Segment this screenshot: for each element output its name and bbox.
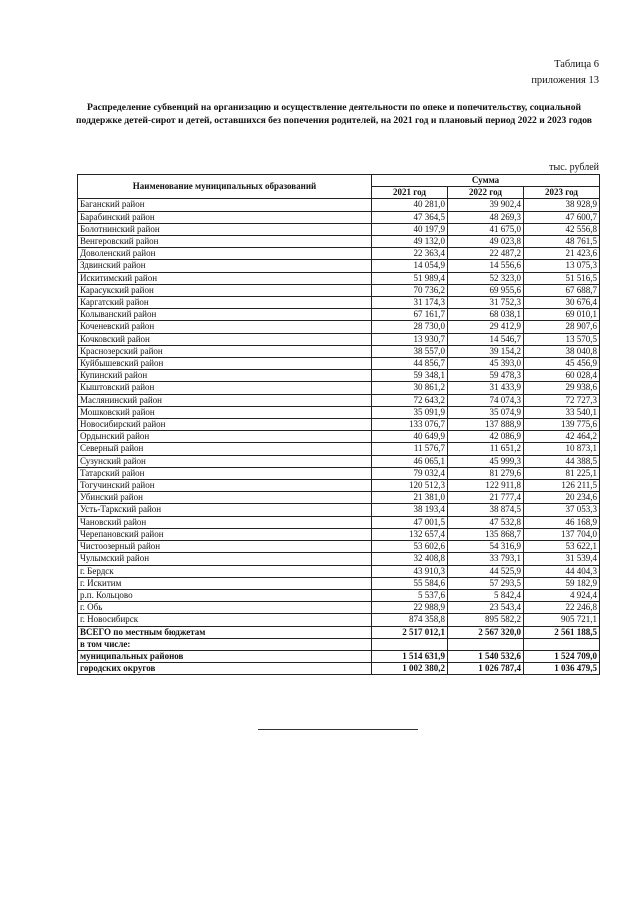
row-name-cell: Карасукский район — [78, 284, 372, 296]
row-value-2023: 1 036 479,5 — [524, 663, 600, 675]
row-value-2021: 13 930,7 — [372, 333, 448, 345]
row-value-2023: 69 010,1 — [524, 309, 600, 321]
row-value-2023: 905 721,1 — [524, 614, 600, 626]
row-name-cell: Купинский район — [78, 370, 372, 382]
row-value-2021: 55 584,6 — [372, 577, 448, 589]
row-value-2023: 20 234,6 — [524, 492, 600, 504]
row-name-cell: Барабинский район — [78, 211, 372, 223]
year-header-2021: 2021 год — [372, 187, 448, 199]
row-value-2021: 46 065,1 — [372, 455, 448, 467]
year-header-2022: 2022 год — [448, 187, 524, 199]
row-value-2022: 137 888,9 — [448, 419, 524, 431]
table-row — [78, 297, 600, 309]
row-value-2021: 40 197,9 — [372, 223, 448, 235]
table-row — [78, 260, 600, 272]
row-value-2022 — [448, 638, 524, 650]
row-value-2023: 46 168,9 — [524, 516, 600, 528]
table-row — [78, 272, 600, 284]
table-row — [78, 541, 600, 553]
row-name-cell: Ордынский район — [78, 431, 372, 443]
row-value-2022: 38 874,5 — [448, 504, 524, 516]
row-value-2022: 14 546,7 — [448, 333, 524, 345]
row-name-cell: г. Обь — [78, 602, 372, 614]
row-value-2021: 43 910,3 — [372, 565, 448, 577]
row-name-cell: Коченевский район — [78, 321, 372, 333]
row-value-2021: 874 358,8 — [372, 614, 448, 626]
row-value-2022: 59 478,3 — [448, 370, 524, 382]
row-value-2023: 48 761,5 — [524, 236, 600, 248]
row-value-2022: 21 777,4 — [448, 492, 524, 504]
table-row — [78, 504, 600, 516]
row-name-cell: Кыштовский район — [78, 382, 372, 394]
row-value-2022: 68 038,1 — [448, 309, 524, 321]
row-value-2022: 48 269,3 — [448, 211, 524, 223]
row-value-2021: 14 054,9 — [372, 260, 448, 272]
row-value-2021: 22 363,4 — [372, 248, 448, 260]
table-row — [78, 480, 600, 492]
table-row — [78, 565, 600, 577]
row-name-cell: Болотнинский район — [78, 223, 372, 235]
row-name-cell: Доволенский район — [78, 248, 372, 260]
row-value-2023: 126 211,5 — [524, 480, 600, 492]
row-value-2023: 42 464,2 — [524, 431, 600, 443]
row-value-2023: 37 053,3 — [524, 504, 600, 516]
row-value-2021: 47 364,5 — [372, 211, 448, 223]
row-value-2022: 47 532,8 — [448, 516, 524, 528]
row-value-2021: 133 076,7 — [372, 419, 448, 431]
row-name-cell: в том числе: — [78, 638, 372, 650]
table-row — [78, 492, 600, 504]
row-value-2023: 31 539,4 — [524, 553, 600, 565]
row-value-2021: 22 988,9 — [372, 602, 448, 614]
table-row — [78, 284, 600, 296]
row-value-2021: 21 381,0 — [372, 492, 448, 504]
row-value-2022: 5 842,4 — [448, 589, 524, 601]
row-value-2023: 137 704,0 — [524, 528, 600, 540]
row-value-2022: 45 393,0 — [448, 358, 524, 370]
row-value-2022: 69 955,6 — [448, 284, 524, 296]
table-row — [78, 333, 600, 345]
row-value-2021: 49 132,0 — [372, 236, 448, 248]
row-name-cell: р.п. Кольцово — [78, 589, 372, 601]
table-label: Таблица 6 — [554, 59, 599, 70]
table-row — [78, 602, 600, 614]
table-row — [78, 358, 600, 370]
row-name-cell: Новосибирский район — [78, 419, 372, 431]
table-row — [78, 589, 600, 601]
table-row — [78, 370, 600, 382]
row-value-2022: 22 487,2 — [448, 248, 524, 260]
row-value-2021: 1 002 380,2 — [372, 663, 448, 675]
row-value-2021: 120 512,3 — [372, 480, 448, 492]
row-value-2021: 72 643,2 — [372, 394, 448, 406]
row-value-2022: 39 154,2 — [448, 345, 524, 357]
row-value-2021: 5 537,6 — [372, 589, 448, 601]
table-body — [78, 199, 600, 675]
table-row — [78, 614, 600, 626]
name-column-header: Наименование муниципальных образований — [78, 175, 372, 199]
table-row — [78, 528, 600, 540]
table-row — [78, 309, 600, 321]
row-value-2023: 67 688,7 — [524, 284, 600, 296]
row-name-cell: Баганский район — [78, 199, 372, 211]
row-value-2021: 32 408,8 — [372, 553, 448, 565]
row-value-2023: 38 928,9 — [524, 199, 600, 211]
row-name-cell: Усть-Таркский район — [78, 504, 372, 516]
row-value-2022: 49 023,8 — [448, 236, 524, 248]
table-row — [78, 431, 600, 443]
row-value-2023: 1 524 709,0 — [524, 650, 600, 662]
table-row — [78, 394, 600, 406]
row-value-2021: 40 649,9 — [372, 431, 448, 443]
row-value-2021: 47 001,5 — [372, 516, 448, 528]
row-value-2021: 35 091,9 — [372, 406, 448, 418]
row-value-2021 — [372, 638, 448, 650]
row-value-2023: 38 040,8 — [524, 345, 600, 357]
row-name-cell: Северный район — [78, 443, 372, 455]
table-row — [78, 455, 600, 467]
row-value-2021: 1 514 631,9 — [372, 650, 448, 662]
row-value-2022: 39 902,4 — [448, 199, 524, 211]
row-value-2023: 81 225,1 — [524, 467, 600, 479]
row-name-cell: Краснозерский район — [78, 345, 372, 357]
table-row — [78, 516, 600, 528]
row-value-2021: 59 348,1 — [372, 370, 448, 382]
row-name-cell: Куйбышевский район — [78, 358, 372, 370]
row-value-2023: 51 516,5 — [524, 272, 600, 284]
row-value-2021: 79 032,4 — [372, 467, 448, 479]
table-row — [78, 650, 600, 662]
row-name-cell: Сузунский район — [78, 455, 372, 467]
row-value-2022: 122 911,8 — [448, 480, 524, 492]
table-row — [78, 345, 600, 357]
row-value-2021: 40 281,0 — [372, 199, 448, 211]
row-value-2023: 72 727,3 — [524, 394, 600, 406]
row-value-2022: 41 675,0 — [448, 223, 524, 235]
row-name-cell: Убинский район — [78, 492, 372, 504]
row-value-2023: 29 938,6 — [524, 382, 600, 394]
row-name-cell: г. Бердск — [78, 565, 372, 577]
row-value-2023: 47 600,7 — [524, 211, 600, 223]
row-value-2022: 11 651,2 — [448, 443, 524, 455]
row-name-cell: Колыванский район — [78, 309, 372, 321]
row-value-2021: 38 193,4 — [372, 504, 448, 516]
row-name-cell: г. Новосибирск — [78, 614, 372, 626]
row-value-2023: 44 404,3 — [524, 565, 600, 577]
document-title: Распределение субвенций на организацию и осуществление деятельности по опеке и попечительству, социальной поддержке детей-сирот и детей, оставшихся без попечения родителей, на 2021 год и плановый период 2022 и 2023 годов — [76, 102, 592, 126]
separator-line — [258, 729, 418, 730]
row-value-2023: 4 924,4 — [524, 589, 600, 601]
row-name-cell: Чистоозерный район — [78, 541, 372, 553]
row-value-2023: 13 075,3 — [524, 260, 600, 272]
row-value-2021: 2 517 012,1 — [372, 626, 448, 638]
sum-column-header: Сумма — [372, 175, 600, 187]
row-value-2021: 132 657,4 — [372, 528, 448, 540]
row-value-2022: 1 540 532,6 — [448, 650, 524, 662]
row-value-2022: 81 279,6 — [448, 467, 524, 479]
table-row — [78, 638, 600, 650]
table-row — [78, 663, 600, 675]
row-value-2021: 51 989,4 — [372, 272, 448, 284]
row-name-cell: Искитимский район — [78, 272, 372, 284]
row-name-cell: ВСЕГО по местным бюджетам — [78, 626, 372, 638]
row-value-2022: 33 793,1 — [448, 553, 524, 565]
table-row — [78, 419, 600, 431]
row-value-2023: 139 775,6 — [524, 419, 600, 431]
row-value-2023: 42 556,8 — [524, 223, 600, 235]
row-value-2022: 57 293,5 — [448, 577, 524, 589]
row-value-2023: 60 028,4 — [524, 370, 600, 382]
table-row — [78, 406, 600, 418]
row-value-2022: 29 412,9 — [448, 321, 524, 333]
table-row — [78, 248, 600, 260]
row-value-2021: 67 161,7 — [372, 309, 448, 321]
row-name-cell: Мошковский район — [78, 406, 372, 418]
row-name-cell: Черепановский район — [78, 528, 372, 540]
row-value-2023: 59 182,9 — [524, 577, 600, 589]
row-value-2023: 22 246,8 — [524, 602, 600, 614]
row-name-cell: Маслянинский район — [78, 394, 372, 406]
row-value-2022: 14 556,6 — [448, 260, 524, 272]
row-value-2022: 31 433,9 — [448, 382, 524, 394]
row-value-2023: 44 388,5 — [524, 455, 600, 467]
row-value-2022: 23 543,4 — [448, 602, 524, 614]
row-value-2021: 44 856,7 — [372, 358, 448, 370]
table-row — [78, 199, 600, 211]
row-name-cell: Чулымский район — [78, 553, 372, 565]
row-value-2023: 30 676,4 — [524, 297, 600, 309]
row-value-2023: 2 561 188,5 — [524, 626, 600, 638]
row-value-2022: 42 086,9 — [448, 431, 524, 443]
row-name-cell: Татарский район — [78, 467, 372, 479]
table-row — [78, 553, 600, 565]
row-value-2022: 31 752,3 — [448, 297, 524, 309]
row-value-2021: 30 861,2 — [372, 382, 448, 394]
year-header-2023: 2023 год — [524, 187, 600, 199]
table-row — [78, 236, 600, 248]
row-value-2023: 10 873,1 — [524, 443, 600, 455]
row-value-2023 — [524, 638, 600, 650]
units-label: тыс. рублей — [549, 162, 599, 173]
table-row — [78, 443, 600, 455]
row-name-cell: городских округов — [78, 663, 372, 675]
row-value-2022: 895 582,2 — [448, 614, 524, 626]
row-value-2022: 52 323,0 — [448, 272, 524, 284]
row-value-2022: 54 316,9 — [448, 541, 524, 553]
row-value-2022: 2 567 320,0 — [448, 626, 524, 638]
table-row — [78, 211, 600, 223]
row-value-2021: 70 736,2 — [372, 284, 448, 296]
row-value-2022: 74 074,3 — [448, 394, 524, 406]
table-row — [78, 382, 600, 394]
row-name-cell: Каргатский район — [78, 297, 372, 309]
row-name-cell: Здвинский район — [78, 260, 372, 272]
row-value-2022: 135 868,7 — [448, 528, 524, 540]
row-value-2022: 35 074,9 — [448, 406, 524, 418]
row-value-2021: 38 557,0 — [372, 345, 448, 357]
row-value-2021: 31 174,3 — [372, 297, 448, 309]
row-value-2021: 11 576,7 — [372, 443, 448, 455]
row-name-cell: Чановский район — [78, 516, 372, 528]
table-row — [78, 321, 600, 333]
row-name-cell: Венгеровский район — [78, 236, 372, 248]
row-value-2021: 53 602,6 — [372, 541, 448, 553]
row-value-2023: 28 907,6 — [524, 321, 600, 333]
row-value-2023: 21 423,6 — [524, 248, 600, 260]
row-name-cell: г. Искитим — [78, 577, 372, 589]
table-row — [78, 626, 600, 638]
row-value-2022: 44 525,9 — [448, 565, 524, 577]
table-row — [78, 223, 600, 235]
table-row — [78, 577, 600, 589]
row-value-2023: 45 456,9 — [524, 358, 600, 370]
table-row — [78, 467, 600, 479]
row-name-cell: Кочковский район — [78, 333, 372, 345]
row-value-2023: 53 622,1 — [524, 541, 600, 553]
row-value-2022: 1 026 787,4 — [448, 663, 524, 675]
row-value-2023: 13 570,5 — [524, 333, 600, 345]
row-value-2023: 33 540,1 — [524, 406, 600, 418]
row-name-cell: муниципальных районов — [78, 650, 372, 662]
subvention-table — [77, 174, 600, 675]
row-name-cell: Тогучинский район — [78, 480, 372, 492]
appendix-label: приложения 13 — [531, 75, 599, 86]
row-value-2021: 28 730,0 — [372, 321, 448, 333]
row-value-2022: 45 999,3 — [448, 455, 524, 467]
